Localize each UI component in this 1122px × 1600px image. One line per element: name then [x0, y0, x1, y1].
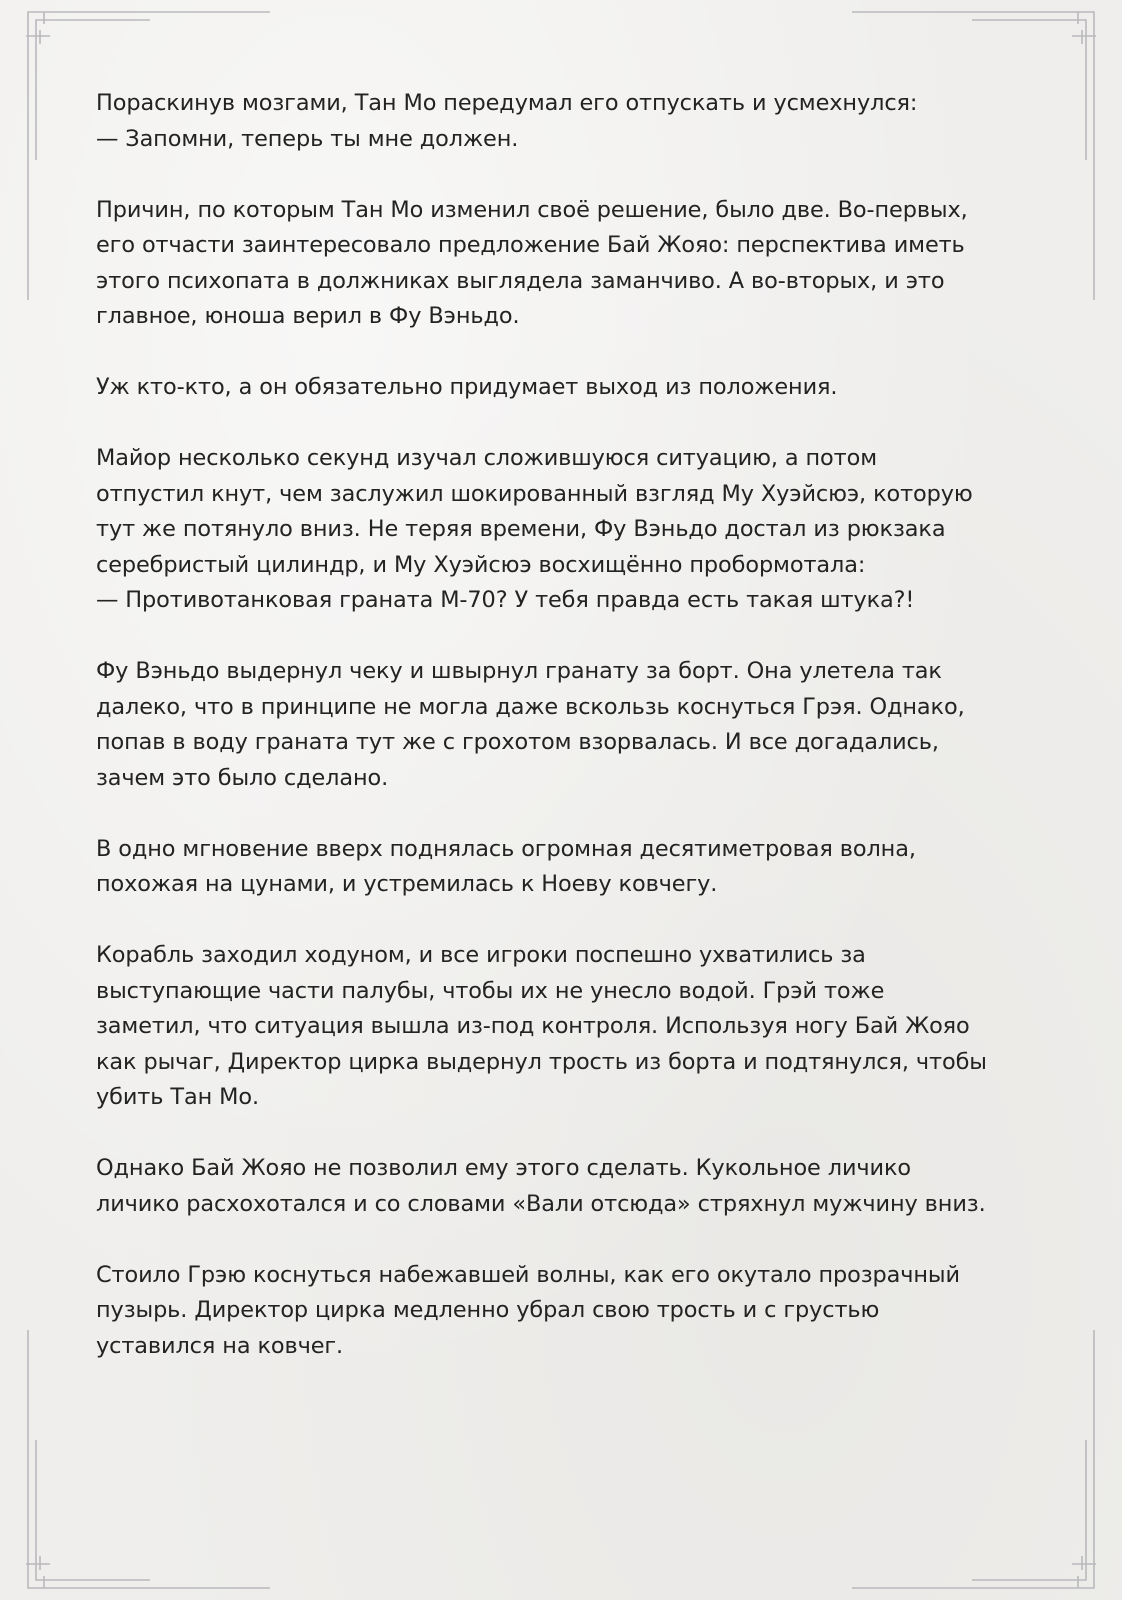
- paragraph-4: [96, 441, 1036, 619]
- text-line: — Противотанковая граната М-70? У тебя правда есть такая штука?!: [96, 587, 915, 613]
- text-line: личико расхохотался и со словами «Вали отсюда» стряхнул мужчину вниз.: [96, 1190, 986, 1217]
- paragraph-1: [96, 86, 1036, 157]
- text-line: главное, юноша верил в Фу Вэньдо.: [96, 303, 520, 329]
- text-line: пузырь. Директор цирка медленно убрал свою трость и с грустью: [96, 1297, 880, 1323]
- text-line: Причин, по которым Тан Мо изменил своё решение, было две. Во-первых,: [96, 196, 968, 223]
- paragraph-3: [96, 370, 1036, 406]
- paragraph-5: [96, 654, 1036, 796]
- text-line: его отчасти заинтересовало предложение Бай Жояо: перспектива иметь: [96, 232, 965, 258]
- paragraph-2: [96, 193, 1036, 335]
- text-line: как рычаг, Директор цирка выдернул трость из борта и подтянулся, чтобы: [96, 1048, 987, 1075]
- paragraph-9: [96, 1258, 1036, 1365]
- text-line: Майор несколько секунд изучал сложившуюся ситуацию, а потом: [96, 445, 877, 471]
- text-line: Уж кто-кто, а он обязательно придумает выход из положения.: [96, 374, 838, 400]
- paragraph-7: [96, 938, 1036, 1116]
- text-line: Стоило Грэю коснуться набежавшей волны, как его окутало прозрачный: [96, 1261, 960, 1288]
- text-line: отпустил кнут, чем заслужил шокированный взгляд Му Хуэйсюэ, которую: [96, 480, 973, 507]
- paragraph-8: [96, 1151, 1036, 1222]
- text-line: Фу Вэньдо выдернул чеку и швырнул гранату за борт. Она улетела так: [96, 658, 942, 684]
- text-line: выступающие части палубы, чтобы их не унесло водой. Грэй тоже: [96, 977, 885, 1004]
- text-line: заметил, что ситуация вышла из-под контроля. Используя ногу Бай Жояо: [96, 1013, 970, 1039]
- text-line: далеко, что в принципе не могла даже вскользь коснуться Грэя. Однако,: [96, 693, 965, 720]
- chapter-text: [96, 86, 1036, 1400]
- text-line: — Запомни, теперь ты мне должен.: [96, 125, 519, 152]
- text-line: похожая на цунами, и устремилась к Ноеву ковчегу.: [96, 871, 718, 897]
- text-line: попав в воду граната тут же с грохотом взорвалась. И все догадались,: [96, 729, 939, 755]
- text-line: Корабль заходил ходуном, и все игроки поспешно ухватились за: [96, 942, 866, 968]
- text-line: В одно мгновение вверх поднялась огромная десятиметровая волна,: [96, 835, 916, 862]
- text-line: зачем это было сделано.: [96, 764, 389, 791]
- paragraph-6: [96, 832, 1036, 903]
- text-line: убить Тан Мо.: [96, 1084, 259, 1110]
- text-line: уставился на ковчег.: [96, 1332, 344, 1359]
- text-line: тут же потянуло вниз. Не теряя времени, Фу Вэньдо достал из рюкзака: [96, 516, 946, 542]
- text-line: серебристый цилиндр, и Му Хуэйсюэ восхищённо пробормотала:: [96, 551, 866, 578]
- text-line: Пораскинув мозгами, Тан Мо передумал его отпускать и усмехнулся:: [96, 90, 918, 116]
- text-line: этого психопата в должниках выглядела заманчиво. А во-вторых, и это: [96, 267, 945, 294]
- text-line: Однако Бай Жояо не позволил ему этого сделать. Кукольное личико: [96, 1155, 912, 1181]
